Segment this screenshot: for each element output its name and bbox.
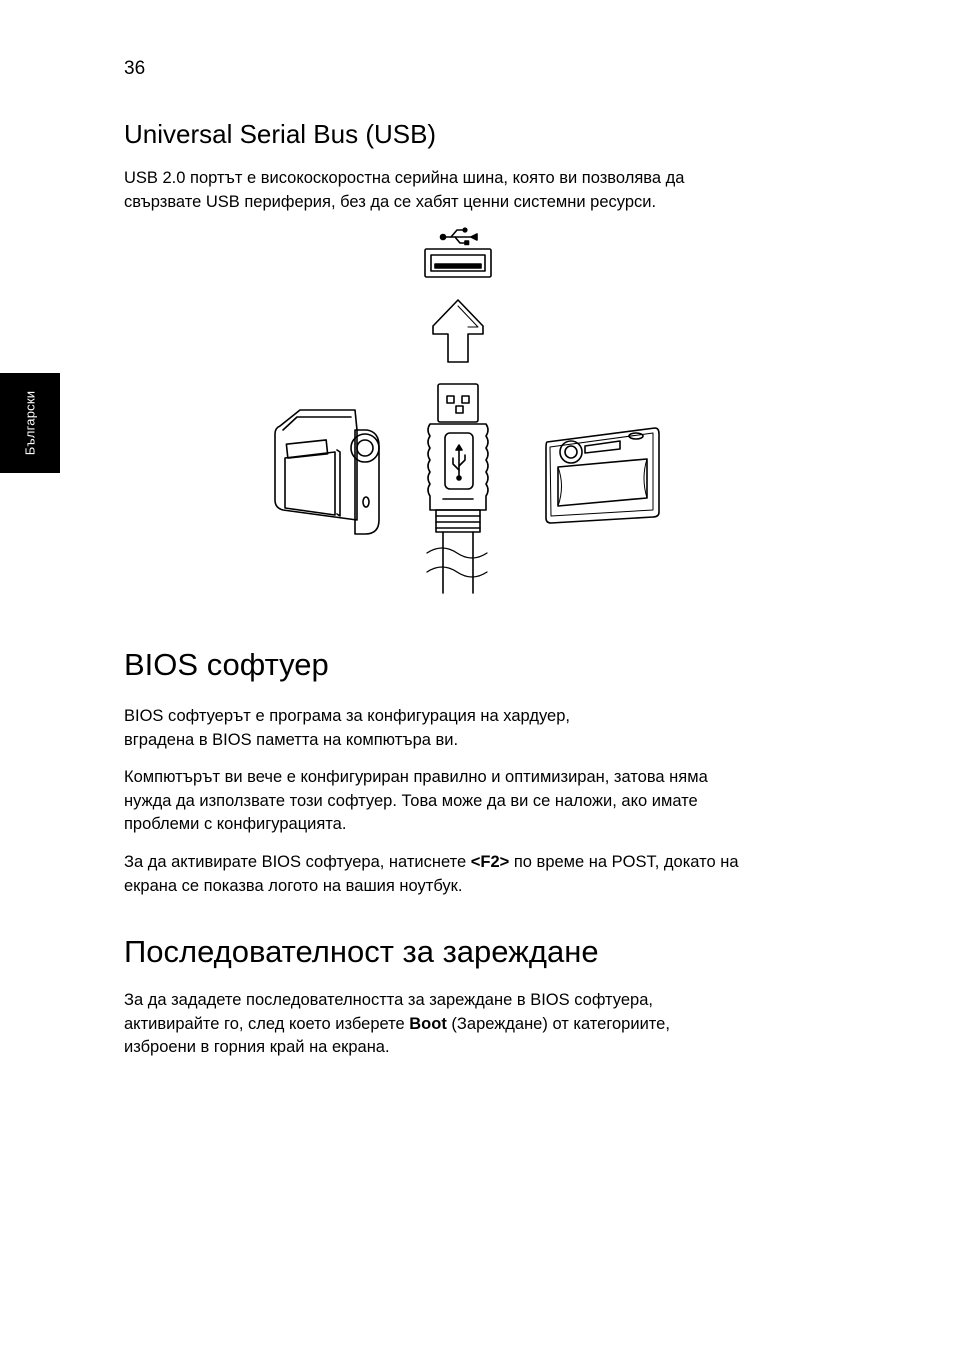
bios-section-title: BIOS софтуер [124, 647, 329, 682]
bios-p3-line [124, 851, 824, 875]
boot-paragraph [124, 989, 824, 1060]
boot-section-title: Последователност за зареждане [124, 934, 599, 969]
language-side-tab-label: Български [22, 390, 38, 456]
usb-symbol-icon [441, 228, 478, 244]
usb-plug-icon [427, 384, 488, 593]
boot-line: изброени в горния край на екрана. [124, 1038, 390, 1056]
boot-text: (Зареждане) от категориите, [446, 1014, 670, 1033]
boot-line [124, 1013, 824, 1037]
bios-p1-line: вградена в BIOS паметта на компютъра ви. [124, 730, 459, 749]
camcorder-icon [275, 410, 379, 534]
bios-p3-text: За да активирате BIOS софтуера, натиснете [124, 853, 471, 871]
bios-p2-line: нужда да използвате този софтуер. Това може да ви се наложи, ако имате [124, 791, 698, 810]
usb-port-icon [425, 249, 491, 277]
bios-paragraph-3 [124, 851, 824, 898]
digital-camera-icon [546, 428, 659, 523]
bios-p3-line: екрана се показва логото на вашия ноутбук. [124, 876, 463, 895]
bios-p2-line: Компютърът ви вече е конфигуриран правилно и оптимизиран, затова няма [124, 768, 708, 786]
usb-section-body [124, 167, 824, 214]
boot-keyword: Boot [409, 1014, 447, 1033]
page-number: 36 [124, 58, 146, 79]
usb-body-line: свързвате USB периферия, без да се хабят ценни системни ресурси. [124, 192, 657, 211]
up-arrow-icon [433, 300, 483, 362]
bios-p2-line: проблеми с конфигурацията. [124, 815, 347, 833]
bios-paragraph-1 [124, 705, 824, 752]
boot-text: активирайте го, след което изберете [124, 1014, 410, 1033]
bios-p1-line: BIOS софтуерът е програма за конфигурация на хардуер, [124, 707, 570, 725]
bios-p3-text: по време на POST, докато на [509, 853, 739, 871]
usb-section-title: Universal Serial Bus (USB) [124, 119, 437, 149]
usb-illustration [265, 220, 665, 605]
language-side-tab [0, 373, 60, 473]
bios-paragraph-2 [124, 766, 824, 837]
usb-body-line: USB 2.0 портът е високоскоростна серийна шина, която ви позволява да [124, 169, 685, 187]
f2-key: <F2> [470, 853, 510, 871]
boot-line: За да зададете последователността за зареждане в BIOS софтуера, [124, 991, 653, 1009]
